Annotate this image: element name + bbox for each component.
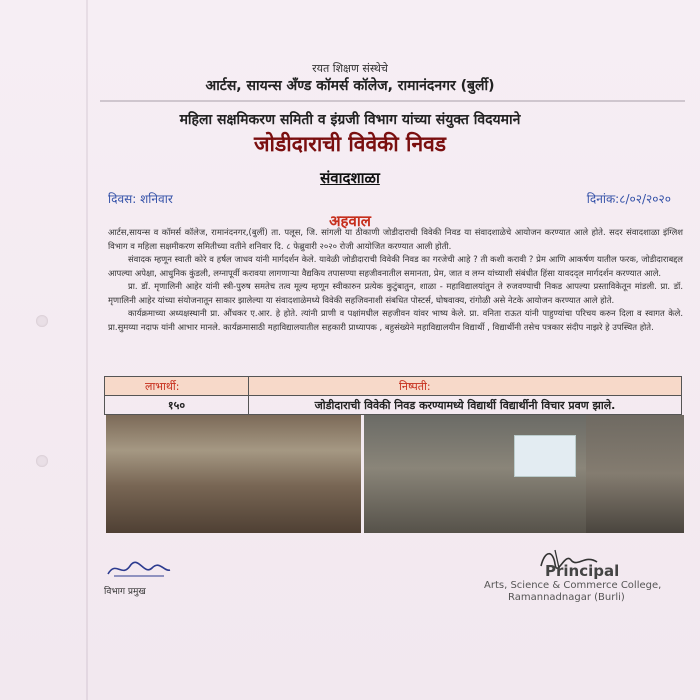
results-table — [104, 376, 682, 415]
dept-head-label: विभाग प्रमुख — [104, 587, 146, 597]
principal-title: Principal — [545, 562, 620, 580]
report-heading: अहवाल — [329, 212, 371, 230]
punch-hole — [36, 455, 48, 467]
outcome-label: निष्पती: — [249, 377, 682, 396]
report-body — [108, 226, 683, 334]
report-paragraph: संवादक म्हणून स्वाती कोरे व हर्षल जाधव यांनी मार्गदर्शन केले. यावेळी जोडीदाराची विवेकी निवड का गरजेची आहे ? ती कशी करावी ? प्रेम आणि आकर्षण यातील फरक, जोडीदाराबद्दल आपल्या अपेक्षा, आधुनिक कुंडली, लग्नापूर्वी करावया लागणाऱ्या वैद्यकिय तपासण्या सहजीवनातील समानता, प्रेम, जात व लग्न यांच्याशी संबंधीत हिंसा यावदद्ल मार्गदर्शन करण्यात आले. — [108, 254, 683, 278]
beneficiaries-label: लाभार्थी: — [105, 377, 249, 396]
college-name: आर्टस, सायन्स अँण्ड कॉमर्स कॉलेज, रामानंदनगर (बुर्ली) — [205, 78, 495, 94]
organizers-line: महिला सक्षमिकरण समिती व इंग्रजी विभाग यांच्या संयुक्त विदयमाने — [179, 112, 521, 128]
meta-line — [108, 190, 683, 210]
results-value-row — [105, 396, 682, 415]
event-photo-side — [586, 415, 684, 533]
projector-screen — [514, 435, 576, 477]
event-title: जोडीदाराची विवेकी निवड — [253, 132, 447, 156]
event-photo-audience — [106, 415, 361, 533]
report-paragraph: कार्यक्रमाच्या अध्यक्षस्थानी प्रा. औंधकर ए.आर. हे होते. त्यांनी प्राणी व पक्षांमधील सहजीवन यांवर भाष्य केले. प्रा. वनिता राऊत यांनी पाहुण्यांचा परिचय करुन दिला व स्वागत केले. प्रा.सुमय्या नदाफ यांनी आभार मानले. कार्यक्रमासाठी महाविद्यालयातील सहकारी प्राध्यापक , बहुसंख्येने महाविद्यालयीन विद्यार्थी , विद्यार्थीनी तसेच पत्रकार संदीप नाझरे हे उपस्थित होते. — [108, 308, 683, 332]
punch-hole — [36, 315, 48, 327]
divider — [100, 100, 685, 102]
date-label: दिनांक:८/०२/२०२० — [586, 192, 671, 206]
principal-college: Arts, Science & Commerce College, — [484, 580, 662, 591]
principal-location: Ramannadnagar (Burli) — [508, 592, 625, 603]
beneficiaries-value: १५० — [105, 396, 249, 415]
report-paragraph: आर्टस,सायन्स व कॉमर्स कॉलेज, रामानंदनगर,(बुर्ली) ता. पलूस, जि. सांगली या ठीकाणी जोडीदाराची विवेकी निवड या संवादशाळेचे आयोजन करण्यात आले होते. सदर संवादशाळा इंग्लिश विभाग व महिला सक्षमीकरण समितीच्या वतीने शनिवार दि. ८ फेब्रुवारी २०२० रोजी आयोजित करण्यात आली होती. — [108, 227, 683, 251]
outcome-value: जोडीदाराची विवेकी निवड करण्यामध्ये विद्यार्थी विद्यार्थीनी विचार प्रवण झाले. — [249, 396, 682, 415]
event-photo-stage — [364, 415, 586, 533]
report-paragraph: प्रा. डॉ. मृणालिनी आहेर यांनी स्त्री-पुरुष समतेच तत्व मूल्य म्हणून स्वीकारुन प्रत्येक कुटुंबातुन, शाळा - महाविद्यालयांतुन ते रुजवण्याची निकड आपल्या प्रस्ताविकेतून मांडली. प्रा. डॉ. मृणालिनी आहेर यांच्या संयोजनातून साकार झालेल्या या संवादशाळेमध्ये विवेकी सहजिवनाशी संबधित पोस्टर्स, घोषवाक्य, रांगोळी असे नेटके आयोजन करण्यात आले होते. — [108, 281, 683, 305]
day-label: दिवस: शनिवार — [108, 192, 173, 206]
dept-head-signature — [104, 556, 174, 582]
org-name: रयत शिक्षण संस्थेचे — [312, 62, 388, 75]
fold-line — [86, 0, 88, 700]
results-header-row — [105, 377, 682, 396]
workshop-label: संवादशाळा — [320, 169, 380, 187]
